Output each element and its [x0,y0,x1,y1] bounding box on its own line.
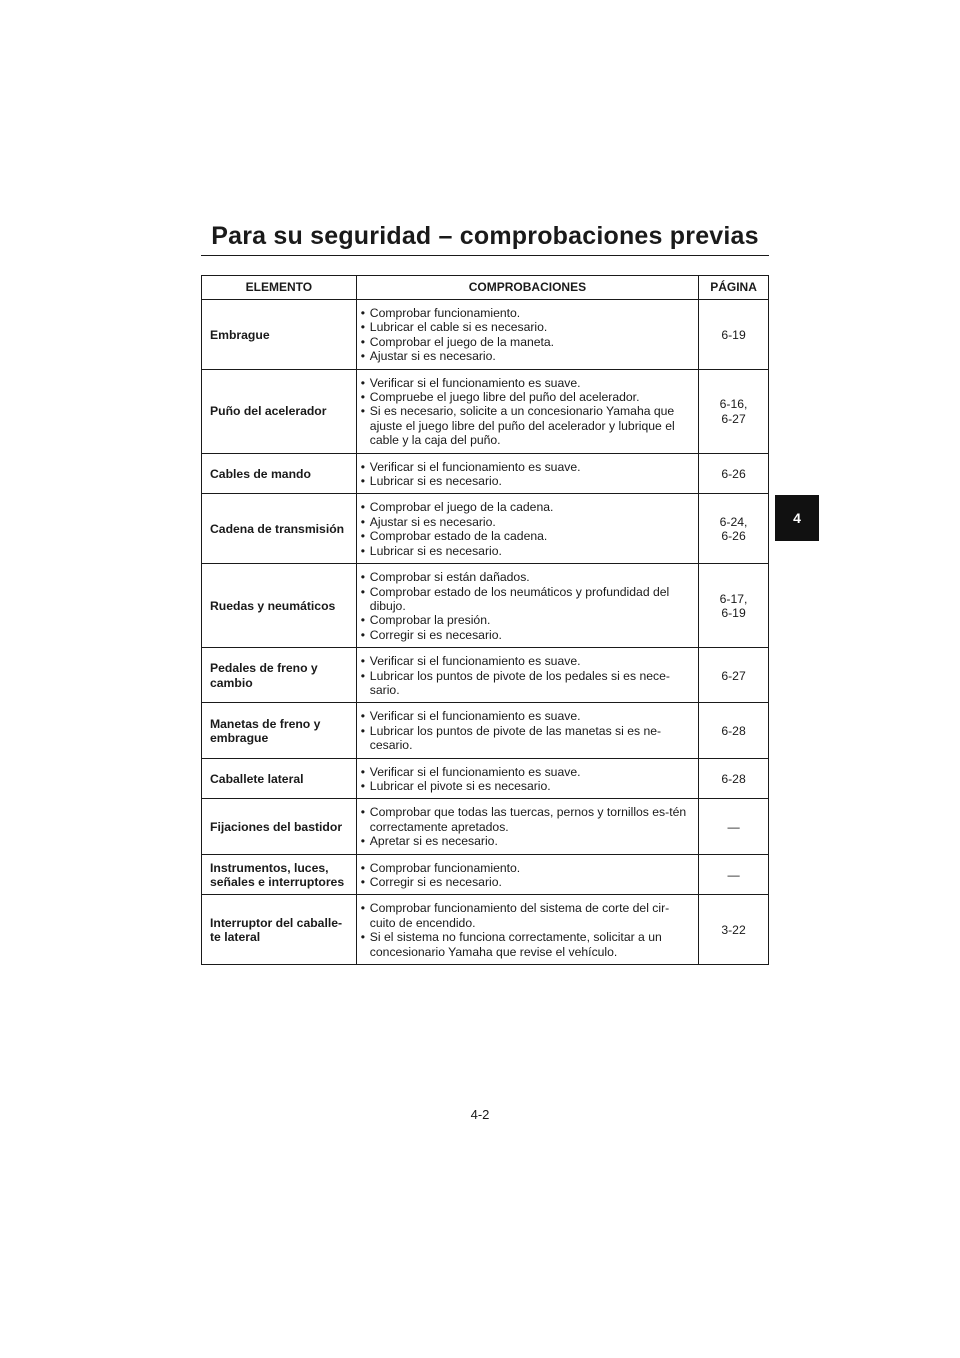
check-item-text: Ajustar si es necesario. [369,349,496,364]
check-item [361,585,692,614]
table-row [202,799,769,854]
check-item-text: Comprobar funcionamiento del sistema de corte del cir-cuito de encendido. [369,901,670,930]
table-row [202,854,769,895]
bullet-icon: • [360,834,366,849]
row-page-ref: 6-28 [699,758,769,799]
bullet-icon: • [360,778,366,793]
header-element: ELEMENTO [202,276,357,300]
bullet-icon: • [360,320,366,335]
check-item-text: Comprobar si están dañados. [369,570,530,585]
bullet-icon: • [360,474,366,489]
check-item-text: Comprobar estado de la cadena. [369,529,548,544]
row-page-ref: 6-26 [699,453,769,494]
check-item [361,669,692,698]
table-row [202,453,769,494]
table-row [202,758,769,799]
bullet-icon: • [360,930,366,945]
bullet-icon: • [360,723,366,738]
bullet-icon: • [360,349,366,364]
row-page-ref: — [699,854,769,895]
row-checks [356,564,698,648]
bullet-icon: • [360,805,366,820]
check-item [361,805,692,834]
page-number: 4-2 [470,1107,490,1122]
check-item [361,901,692,930]
table-row [202,895,769,965]
check-item-text: Corregir si es necesario. [369,875,502,889]
header-checks: COMPROBACIONES [356,276,698,300]
row-element: Instrumentos, luces, señales e interruptores [202,854,357,895]
bullet-icon: • [360,709,366,724]
title-underline [201,255,769,256]
check-item-text: Verificar si el funcionamiento es suave. [369,375,581,390]
table-row [202,300,769,370]
check-item-text: Si el sistema no funciona correctamente, solicitar a un concesionario Yamaha que revise el vehículo. [369,930,662,959]
check-item [361,306,692,320]
row-page-ref: 6-27 [699,648,769,703]
check-item [361,515,692,529]
check-item-text: Verificar si el funcionamiento es suave. [369,709,581,724]
check-item [361,500,692,514]
row-page-ref: 3-22 [699,895,769,965]
check-item [361,349,692,363]
row-checks [356,703,698,758]
check-item-text: Ajustar si es necesario. [369,514,496,529]
check-item [361,460,692,474]
check-item-text: Lubricar el pivote si es necesario. [369,778,551,793]
check-item-text: Apretar si es necesario. [369,834,498,849]
bullet-icon: • [360,860,366,875]
bullet-icon: • [360,529,366,544]
row-page-ref: — [699,799,769,854]
table-row [202,703,769,758]
header-page: PÁGINA [699,276,769,300]
check-item [361,861,692,875]
bullet-icon: • [360,306,366,320]
check-item [361,404,692,447]
check-item [361,570,692,584]
check-item-text: Comprobar la presión. [369,613,491,628]
row-element: Caballete lateral [202,758,357,799]
check-item-text: Comprobar que todas las tuercas, pernos y tornillos es-tén correctamente apretados. [369,805,687,834]
row-element: Embrague [202,300,357,370]
row-checks [356,369,698,453]
check-item-text: Comprobar estado de los neumáticos y profundidad del dibujo. [369,584,670,613]
table-row [202,648,769,703]
bullet-icon: • [360,668,366,683]
row-element: Cadena de transmisión [202,494,357,564]
row-element: Puño del acelerador [202,369,357,453]
check-item-text: Lubricar los puntos de pivote de las manetas si es ne-cesario. [369,723,662,753]
row-element: Cables de mando [202,453,357,494]
check-item [361,779,692,793]
check-item [361,335,692,349]
check-item [361,390,692,404]
check-item-text: Comprobar funcionamiento. [369,306,521,320]
row-page-ref: 6-28 [699,703,769,758]
bullet-icon: • [360,459,366,474]
bullet-icon: • [360,901,366,916]
row-checks [356,494,698,564]
row-checks [356,300,698,370]
bullet-icon: • [360,627,366,642]
check-item-text: Lubricar los puntos de pivote de los pedales si es nece-sario. [369,668,670,697]
check-item-text: Corregir si es necesario. [369,627,502,642]
check-item [361,544,692,558]
check-item [361,628,692,642]
table-row [202,564,769,648]
row-checks [356,854,698,895]
bullet-icon: • [360,875,366,889]
check-item-text: Verificar si el funcionamiento es suave. [369,459,581,474]
check-item-text: Verificar si el funcionamiento es suave. [369,654,581,669]
row-page-ref: 6-16, 6-27 [699,369,769,453]
row-checks [356,648,698,703]
row-page-ref: 6-24, 6-26 [699,494,769,564]
check-item [361,529,692,543]
bullet-icon: • [360,613,366,628]
row-element: Manetas de freno y embrague [202,703,357,758]
check-item [361,320,692,334]
bullet-icon: • [360,570,366,585]
table-header-row [202,276,769,300]
row-checks [356,758,698,799]
bullet-icon: • [360,584,366,599]
check-item-text: Si es necesario, solicite a un concesionario Yamaha que ajuste el juego libre del puño del acelerador y lubrique el cable y la caja del puño. [369,404,675,448]
check-item-text: Compruebe el juego libre del puño del acelerador. [369,390,640,405]
check-item [361,875,692,889]
check-item [361,474,692,488]
check-item [361,709,692,723]
pre-operation-checks-table [201,275,769,965]
row-checks [356,895,698,965]
chapter-tab-label: 4 [793,510,801,526]
check-item [361,376,692,390]
check-item [361,765,692,779]
table-row [202,369,769,453]
page-title: Para su seguridad – comprobaciones previas [211,222,759,250]
check-item-text: Lubricar si es necesario. [369,474,502,489]
row-element: Interruptor del caballe-te lateral [202,895,357,965]
bullet-icon: • [360,375,366,390]
check-item [361,930,692,959]
bullet-icon: • [360,543,366,558]
row-element: Pedales de freno y cambio [202,648,357,703]
bullet-icon: • [360,764,366,779]
check-item-text: Comprobar funcionamiento. [369,860,521,875]
check-item-text: Lubricar el cable si es necesario. [369,320,548,335]
bullet-icon: • [360,404,366,419]
chapter-tab [775,495,819,541]
check-item-text: Lubricar si es necesario. [369,543,502,558]
check-item [361,654,692,668]
bullet-icon: • [360,390,366,405]
row-checks [356,453,698,494]
bullet-icon: • [360,334,366,349]
check-item-text: Comprobar el juego de la cadena. [369,500,554,515]
row-checks [356,799,698,854]
check-item [361,834,692,848]
bullet-icon: • [360,654,366,669]
bullet-icon: • [360,514,366,529]
row-page-ref: 6-17, 6-19 [699,564,769,648]
check-item [361,613,692,627]
check-item [361,724,692,753]
check-item-text: Verificar si el funcionamiento es suave. [369,764,581,779]
table-row [202,494,769,564]
row-page-ref: 6-19 [699,300,769,370]
row-element: Ruedas y neumáticos [202,564,357,648]
check-item-text: Comprobar el juego de la maneta. [369,334,555,349]
row-element: Fijaciones del bastidor [202,799,357,854]
bullet-icon: • [360,500,366,515]
